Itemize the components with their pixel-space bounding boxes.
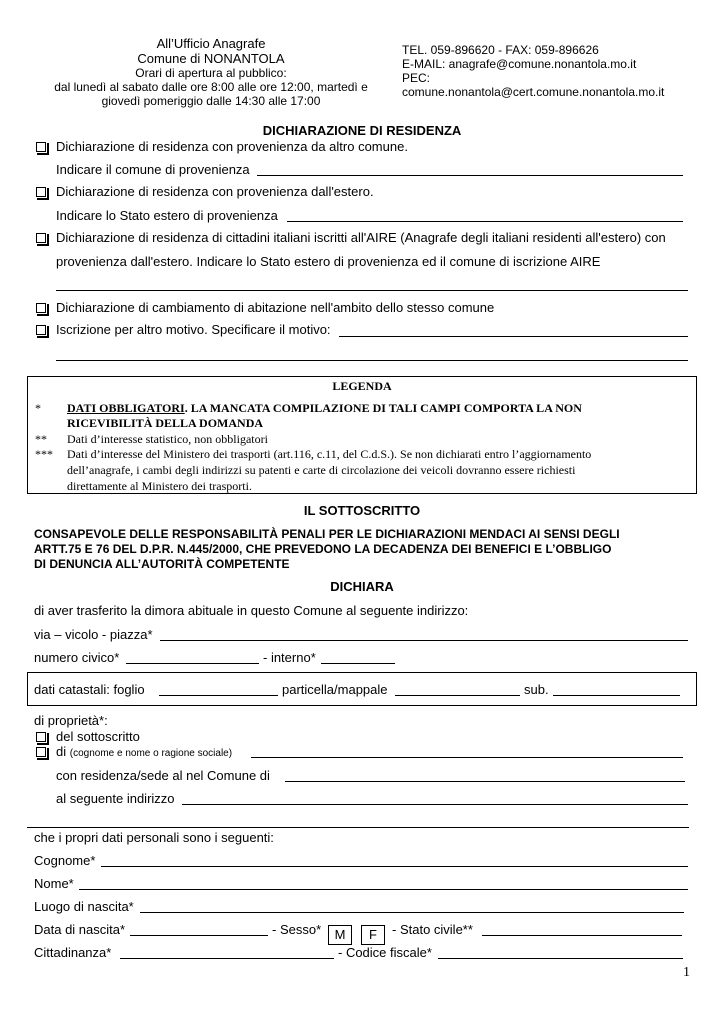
- internal-label: - interno*: [263, 650, 316, 665]
- parcel-field[interactable]: [395, 695, 520, 696]
- section-divider: [27, 827, 689, 828]
- option-aire-line1: Dichiarazione di residenza di cittadini italiani iscritti all'AIRE (Anagrafe degli italiani residenti all'estero) con: [56, 230, 666, 245]
- owner-address-field[interactable]: [182, 804, 688, 805]
- civil-status-field[interactable]: [482, 935, 682, 936]
- opening-hours-weekdays: dal lunedì al sabato dalle ore 8:00 alle ore 12:00, martedì e: [54, 80, 368, 94]
- legend-transport-line3: direttamente al Ministero dei trasporti.: [67, 479, 252, 493]
- option-other-reason: Iscrizione per altro motivo. Specificare il motivo:: [56, 322, 331, 337]
- legend-mandatory-underlined: DATI OBBLIGATORI: [67, 401, 185, 415]
- sex-label: - Sesso*: [272, 922, 322, 937]
- birthdate-label: Data di nascita*: [34, 922, 126, 937]
- checkbox-owner-self[interactable]: [36, 732, 46, 742]
- legend-marker-2: **: [35, 432, 47, 446]
- tax-code-label: - Codice fiscale*: [338, 945, 432, 960]
- street-field[interactable]: [160, 640, 688, 641]
- checkbox-from-abroad[interactable]: [36, 187, 46, 197]
- option-aire-line2: provenienza dall'estero. Indicare lo Stato estero di provenienza ed il comune di iscrizione AIRE: [56, 254, 601, 269]
- legend-marker-3: ***: [35, 447, 53, 461]
- citizenship-field[interactable]: [120, 958, 334, 959]
- house-number-label: numero civico*: [34, 650, 120, 665]
- option-change-address: Dichiarazione di cambiamento di abitazione nell'ambito dello stesso comune: [56, 300, 495, 315]
- street-label: via – vicolo - piazza*: [34, 627, 153, 642]
- first-name-field[interactable]: [79, 889, 688, 890]
- tax-code-field[interactable]: [438, 958, 683, 959]
- owner-self-label: del sottoscritto: [56, 729, 140, 744]
- parcel-label: particella/mappale: [282, 682, 388, 697]
- birthdate-field[interactable]: [130, 935, 268, 936]
- sub-label: sub.: [524, 682, 549, 697]
- pec-address: comune.nonantola@cert.comune.nonantola.mo.it: [402, 85, 665, 99]
- birthplace-label: Luogo di nascita*: [34, 899, 134, 914]
- owner-municipality-field[interactable]: [285, 781, 685, 782]
- civil-status-label: - Stato civile**: [392, 922, 473, 937]
- internal-field[interactable]: [321, 663, 395, 664]
- legend-title: LEGENDA: [332, 379, 392, 393]
- aire-details-field[interactable]: [56, 290, 688, 291]
- email-address: E-MAIL: anagrafe@comune.nonantola.mo.it: [402, 57, 637, 71]
- sex-female-box[interactable]: F: [361, 925, 385, 945]
- ownership-title: di proprietà*:: [34, 713, 108, 728]
- first-name-label: Nome*: [34, 876, 74, 891]
- owner-name-field[interactable]: [251, 757, 683, 758]
- legend-statistical: Dati d’interesse statistico, non obbligatori: [67, 432, 268, 446]
- checkbox-other-reason[interactable]: [36, 325, 46, 335]
- personal-data-intro: che i propri dati personali sono i seguenti:: [34, 830, 274, 845]
- surname-field[interactable]: [101, 866, 688, 867]
- awareness-line3: DI DENUNCIA ALL’AUTORITÀ COMPETENTE: [34, 557, 290, 571]
- legend-mandatory-line1: [67, 401, 582, 416]
- origin-municipality-label: Indicare il comune di provenienza: [56, 162, 250, 177]
- pec-label: PEC:: [402, 71, 431, 85]
- cadastral-sheet-label: dati catastali: foglio: [34, 682, 145, 697]
- section-title: DICHIARAZIONE DI RESIDENZA: [262, 123, 462, 138]
- option-from-abroad: Dichiarazione di residenza con provenienza dall'estero.: [56, 184, 374, 199]
- house-number-field[interactable]: [126, 663, 259, 664]
- checkbox-owner-other[interactable]: [36, 747, 46, 757]
- office-title: All’Ufficio Anagrafe: [156, 36, 266, 51]
- origin-country-label: Indicare lo Stato estero di provenienza: [56, 208, 278, 223]
- cadastral-sheet-field[interactable]: [159, 695, 278, 696]
- owner-address-label: al seguente indirizzo: [56, 791, 175, 806]
- other-reason-field[interactable]: [339, 336, 688, 337]
- municipality-name: Comune di NONANTOLA: [137, 51, 285, 66]
- legend-mandatory-rest: . LA MANCATA COMPILAZIONE DI TALI CAMPI COMPORTA LA NON: [184, 401, 582, 415]
- option-other-municipality: Dichiarazione di residenza con provenienza da altro comune.: [56, 139, 408, 154]
- undersigned-title: IL SOTTOSCRITTO: [303, 503, 421, 518]
- opening-hours-afternoon: giovedì pomeriggio dalle 14:30 alle 17:00: [101, 94, 321, 108]
- legend-transport-line2: dell’anagrafe, i cambi degli indirizzi su patenti e carte di circolazione dei veicoli dovranno essere richiesti: [67, 463, 576, 477]
- sub-field[interactable]: [553, 695, 680, 696]
- opening-hours-label: Orari di apertura al pubblico:: [135, 66, 287, 80]
- checkbox-change-address[interactable]: [36, 303, 46, 313]
- declares-title: DICHIARA: [330, 579, 394, 594]
- origin-country-field[interactable]: [287, 221, 683, 222]
- sex-male-box[interactable]: M: [328, 925, 352, 945]
- surname-label: Cognome*: [34, 853, 96, 868]
- checkbox-other-municipality[interactable]: [36, 142, 46, 152]
- moved-statement: di aver trasferito la dimora abituale in questo Comune al seguente indirizzo:: [34, 603, 469, 618]
- other-reason-field-2[interactable]: [56, 360, 688, 361]
- owner-other-hint: (cognome e nome o ragione sociale): [69, 748, 233, 759]
- birthplace-field[interactable]: [140, 912, 684, 913]
- checkbox-aire[interactable]: [36, 233, 46, 243]
- owner-other-prefix: di: [56, 744, 67, 759]
- tel-fax: TEL. 059-896620 - FAX: 059-896626: [402, 43, 599, 57]
- legend-transport-line1: Dati d’interesse del Ministero dei trasporti (art.116, c.11, del C.d.S.). Se non dichiarati entro l’aggiornamento: [67, 447, 592, 461]
- owner-residence-label: con residenza/sede al nel Comune di: [56, 768, 270, 783]
- page-number: 1: [683, 965, 690, 980]
- owner-other-label: [56, 744, 232, 759]
- awareness-line2: ARTT.75 E 76 DEL D.P.R. N.445/2000, CHE PREVEDONO LA DECADENZA DEI BENEFICI E L’OBBLIGO: [34, 542, 612, 556]
- origin-municipality-field[interactable]: [257, 175, 683, 176]
- legend-mandatory-line2: RICEVIBILITÀ DELLA DOMANDA: [67, 416, 264, 430]
- awareness-line1: CONSAPEVOLE DELLE RESPONSABILITÀ PENALI PER LE DICHIARAZIONI MENDACI AI SENSI DEGLI: [34, 527, 620, 541]
- citizenship-label: Cittadinanza*: [34, 945, 112, 960]
- legend-marker-1: *: [35, 401, 41, 415]
